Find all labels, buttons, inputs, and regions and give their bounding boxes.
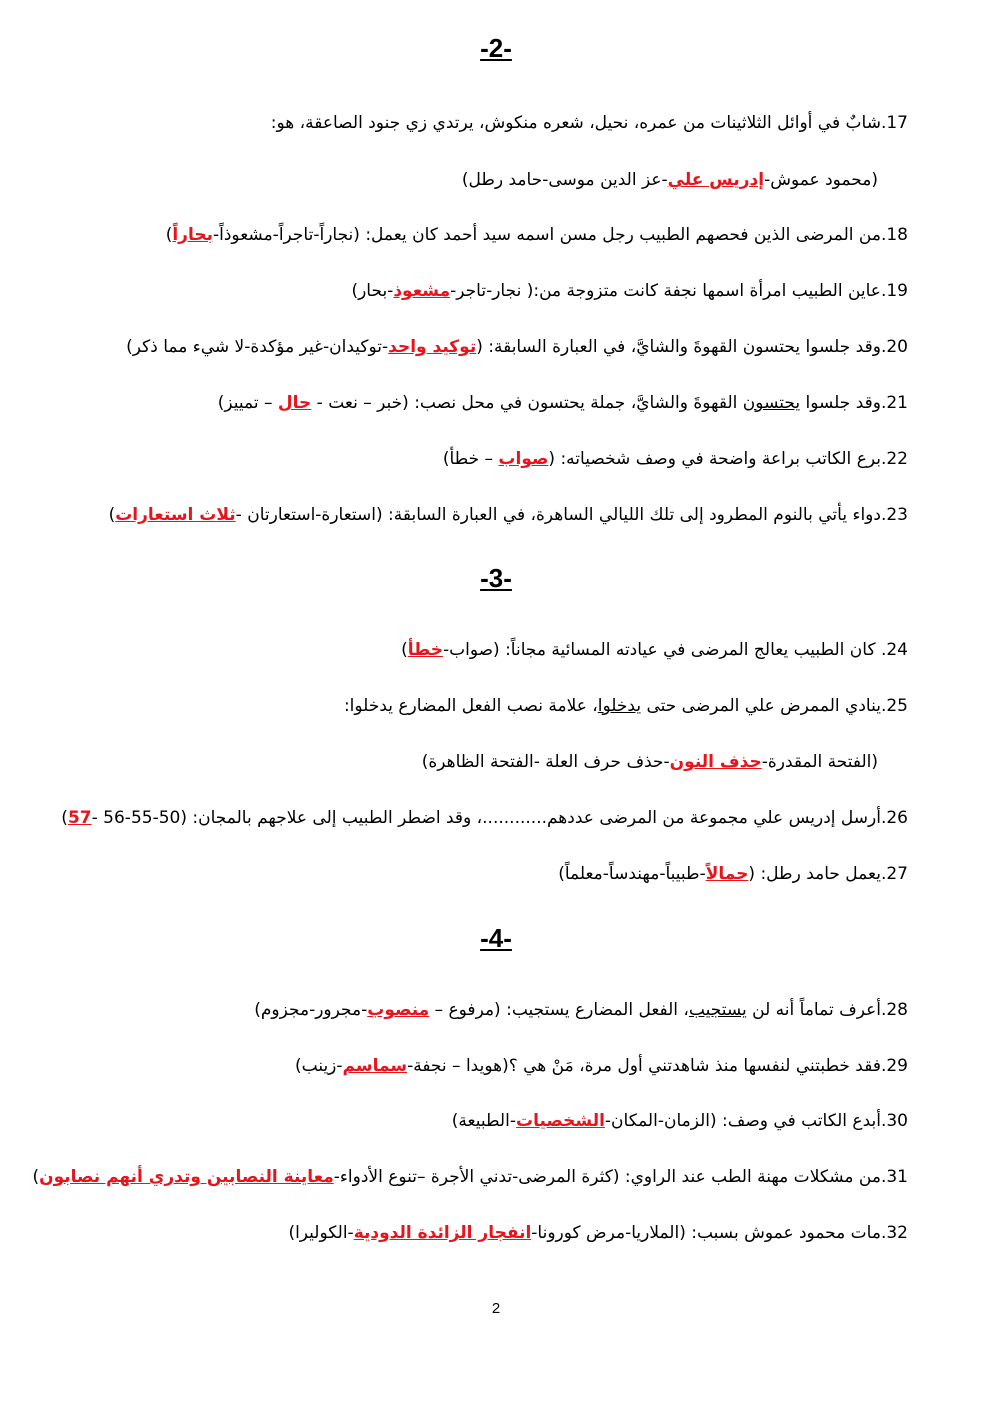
underlined-word: يدخلوا <box>597 696 642 716</box>
question-19 <box>40 278 908 304</box>
question-text: ، الفعل المضارع يستجيب: (مرفوع – <box>429 1000 689 1020</box>
option-text: – خطأ) <box>442 449 499 469</box>
question-text: وقد جلسوا <box>800 393 881 413</box>
question-number: 31. <box>880 1167 908 1187</box>
correct-answer: معاينة النصابين وتدري أنهم نصابون <box>39 1167 334 1187</box>
underlined-word: يستجيب <box>688 1000 747 1020</box>
correct-answer: توكيد واحد <box>388 337 477 357</box>
question-number: 17. <box>880 113 908 133</box>
question-22 <box>40 446 908 472</box>
question-24 <box>40 637 908 663</box>
option-text: ) <box>61 808 68 828</box>
question-text: من مشكلات مهنة الطب عند الراوي: (كثرة المرضى-تدني الأجرة –تنوع الأدواء- <box>333 1167 881 1187</box>
correct-answer: حذف النون <box>669 752 762 772</box>
correct-answer: خطأ <box>407 640 443 660</box>
question-text: ، علامة نصب الفعل المضارع يدخلوا: <box>343 696 598 716</box>
option-text: -الطبيعة) <box>451 1111 516 1131</box>
question-number: 32. <box>880 1223 908 1243</box>
question-number: 21. <box>880 393 908 413</box>
option-text: -مجرور-مجزوم) <box>254 1000 368 1020</box>
question-29 <box>40 1053 908 1079</box>
question-number: 24. <box>880 640 908 660</box>
question-18 <box>40 222 908 248</box>
section-heading-3: -3- <box>480 563 512 593</box>
question-text: القهوةَ والشايَّ، جملة يحتسون في محل نصب: (خبر – نعت - <box>311 393 743 413</box>
question-number: 25. <box>880 696 908 716</box>
correct-answer: ثلاث استعارات <box>115 505 236 525</box>
correct-answer: حمالاً <box>705 864 749 884</box>
option-text: -بحار) <box>351 281 394 301</box>
correct-answer: صواب <box>498 449 549 469</box>
page-number: 2 <box>491 1300 501 1317</box>
option-text: -طبيباً-مهندساً-معلماً) <box>558 864 706 884</box>
question-text: ينادي الممرض علي المرضى حتى <box>641 696 881 716</box>
question-text: مات محمود عموش بسبب: (الملاريا-مرض كورونا- <box>531 1223 881 1243</box>
question-number: 28. <box>880 1000 908 1020</box>
question-text: أعرف تماماً أنه لن <box>746 1000 881 1020</box>
question-number: 23. <box>880 505 908 525</box>
question-text: شابٌ في أوائل الثلاثينات من عمره، نحيل، شعره منكوش، يرتدي زي جنود الصاعقة، هو: <box>270 113 881 133</box>
correct-answer: سماسم <box>342 1056 408 1076</box>
correct-answer: بحاراً <box>172 225 213 245</box>
question-text: وقد جلسوا يحتسون القهوةَ والشايَّ، في العبارة السابقة: ( <box>476 337 881 357</box>
question-21 <box>40 390 908 416</box>
question-number: 30. <box>880 1111 908 1131</box>
correct-answer: الشخصيات <box>515 1111 605 1131</box>
option-text: ) <box>32 1167 40 1187</box>
question-text: أبدع الكاتب في وصف: (الزمان-المكان- <box>604 1111 881 1131</box>
correct-answer: مشعوذ <box>393 281 451 301</box>
question-number: 20. <box>880 337 908 357</box>
correct-answer: 57 <box>67 808 92 828</box>
correct-answer: حال <box>277 393 312 413</box>
question-text: كان الطبيب يعالج المرضى في عيادته المسائية مجاناً: (صواب- <box>442 640 881 660</box>
question-32 <box>40 1220 908 1246</box>
option-text: -الكوليرا) <box>288 1223 354 1243</box>
question-27 <box>40 861 908 887</box>
option-text: (الفتحة المقدرة- <box>761 752 878 772</box>
option-text: -توكيدان-غير مؤكدة-لا شيء مما ذكر) <box>126 337 389 357</box>
question-number: 27. <box>880 864 908 884</box>
correct-answer: إدريس علي <box>667 170 765 190</box>
question-25 <box>40 693 908 719</box>
question-number: 22. <box>880 449 908 469</box>
question-28 <box>40 997 908 1023</box>
question-text: دواء يأتي بالنوم المطرود إلى تلك الليالي الساهرة، في العبارة السابقة: (استعارة-استعارتان - <box>235 505 881 525</box>
section-heading-4: -4- <box>480 923 512 953</box>
question-23 <box>40 502 908 528</box>
question-text: عاين الطبيب امرأة اسمها نجفة كانت متزوجة من:( نجار-تاجر- <box>450 281 881 301</box>
question-31 <box>32 1164 908 1190</box>
underlined-word: يحتسون <box>742 393 801 413</box>
question-number: 18. <box>880 225 908 245</box>
question-17-options <box>40 167 878 193</box>
option-text: -زينب) <box>295 1056 343 1076</box>
option-text: (محمود عموش- <box>764 170 878 190</box>
question-text: برع الكاتب براعة واضحة في وصف شخصياته: ( <box>548 449 881 469</box>
question-30 <box>40 1108 908 1134</box>
option-text: ) <box>165 225 173 245</box>
section-heading-2: -2- <box>480 33 512 63</box>
question-text: من المرضى الذين فحصهم الطبيب رجل مسن اسمه سيد أحمد كان يعمل: (نجاراً-تاجراً-مشعوذاً- <box>213 225 881 245</box>
option-text: ) <box>401 640 408 660</box>
question-text: يعمل حامد رطل: ( <box>748 864 881 884</box>
question-number: 29. <box>880 1056 908 1076</box>
question-text: أرسل إدريس علي مجموعة من المرضى عددهم............، وقد اضطر الطبيب إلى علاجهم بالمجان: (50-55-56 - <box>91 808 881 828</box>
correct-answer: منصوب <box>367 1000 430 1020</box>
option-text: -عز الدين موسى-حامد رطل) <box>461 170 668 190</box>
question-17 <box>40 110 908 136</box>
option-text: -حذف حرف العلة -الفتحة الظاهرة) <box>421 752 670 772</box>
question-number: 19. <box>880 281 908 301</box>
question-26 <box>40 805 908 831</box>
correct-answer: انفجار الزائدة الدودية <box>353 1223 532 1243</box>
question-text: فقد خطبتني لنفسها منذ شاهدتني أول مرة، مَنْ هي ؟(هويدا – نجفة- <box>407 1056 881 1076</box>
question-25-options <box>40 749 878 775</box>
option-text: – تمييز) <box>217 393 278 413</box>
question-20 <box>40 334 908 360</box>
question-number: 26. <box>880 808 908 828</box>
option-text: ) <box>108 505 116 525</box>
